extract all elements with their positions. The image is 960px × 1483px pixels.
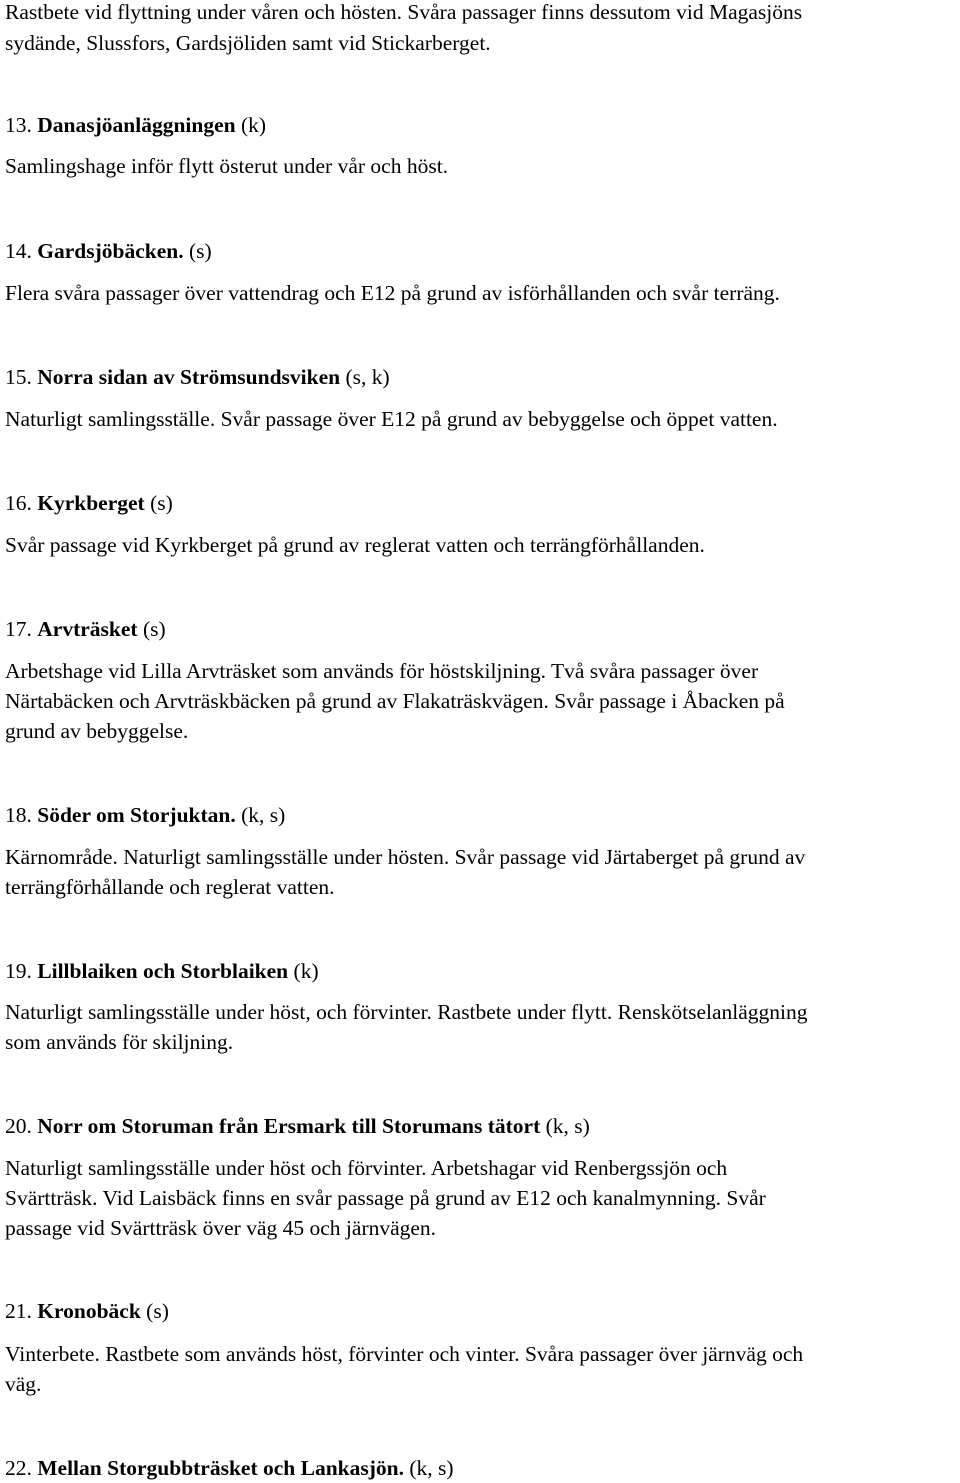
section-heading [5,488,173,518]
section-number: 20. [5,1114,32,1138]
section-number: 16. [5,491,32,515]
section-number: 18. [5,803,32,827]
section-number: 13. [5,113,32,137]
section-heading [5,956,319,986]
section-name: Danasjöanläggningen [37,113,236,137]
section-name: Kronobäck [37,1299,141,1323]
section-number: 21. [5,1299,32,1323]
section-text: väg. [5,1372,42,1396]
section-name: Kyrkberget [37,491,145,515]
section-text: passage vid Svärtträsk över väg 45 och järnvägen. [5,1216,437,1240]
section-code: (s) [188,239,212,263]
section-text: Flera svåra passager över vattendrag och E12 på grund av isförhållanden och svår terräng. [5,281,780,305]
section-heading [5,110,266,140]
section-name: Arvträsket [37,617,138,641]
section-heading [5,1111,590,1141]
section-text: Kärnområde. Naturligt samlingsställe under hösten. Svår passage vid Järtaberget på grund av [5,845,806,869]
section-name: Gardsjöbäcken. [37,239,184,263]
section-text: Vinterbete. Rastbete som används höst, förvinter och vinter. Svåra passager över järnväg och [5,1342,804,1366]
section-text: Arbetshage vid Lilla Arvträsket som används för höstskiljning. Två svåra passager över [5,659,759,683]
section-code: (k) [293,959,319,983]
section-heading [5,614,166,644]
section-text: som används för skiljning. [5,1030,234,1054]
section-heading [5,800,285,830]
section-text: Samlingshage inför flytt österut under vår och höst. [5,154,449,178]
section-number: 17. [5,617,32,641]
section-code: (k, s) [409,1456,454,1480]
section-code: (k, s) [545,1114,590,1138]
section-heading [5,236,212,266]
section-text: Naturligt samlingsställe under höst, och förvinter. Rastbete under flytt. Renskötselanläggning [5,1000,808,1024]
section-heading [5,1453,454,1483]
section-text: grund av bebyggelse. [5,719,189,743]
section-name: Norr om Storuman från Ersmark till Storumans tätort [37,1114,541,1138]
section-number: 22. [5,1456,32,1480]
section-heading [5,1296,169,1326]
section-code: (s, k) [345,365,390,389]
section-code: (s) [142,617,166,641]
section-text: Svärtträsk. Vid Laisbäck finns en svår passage på grund av E12 och kanalmynning. Svår [5,1186,766,1210]
section-text: Naturligt samlingsställe. Svår passage över E12 på grund av bebyggelse och öppet vatten. [5,407,778,431]
intro-line: sydände, Slussfors, Gardsjöliden samt vid Stickarberget. [5,31,491,55]
section-text: Närtabäcken och Arvträskbäcken på grund av Flakaträskvägen. Svår passage i Åbacken på [5,689,785,713]
section-number: 15. [5,365,32,389]
section-name: Söder om Storjuktan. [37,803,236,827]
section-name: Norra sidan av Strömsundsviken [37,365,341,389]
section-code: (s) [150,491,173,515]
section-heading [5,362,390,392]
section-code: (k) [240,113,267,137]
section-code: (s) [146,1299,169,1323]
section-name: Lillblaiken och Storblaiken [37,959,289,983]
section-text: Svår passage vid Kyrkberget på grund av reglerat vatten och terrängförhållanden. [5,533,705,557]
section-text: Naturligt samlingsställe under höst och förvinter. Arbetshagar vid Renbergssjön och [5,1156,728,1180]
intro-line: Rastbete vid flyttning under våren och hösten. Svåra passager finns dessutom vid Magasjöns [5,0,803,24]
section-text: terrängförhållande och reglerat vatten. [5,875,335,899]
section-number: 19. [5,959,32,983]
section-number: 14. [5,239,32,263]
section-code: (k, s) [241,803,286,827]
section-name: Mellan Storgubbträsket och Lankasjön. [37,1456,404,1480]
